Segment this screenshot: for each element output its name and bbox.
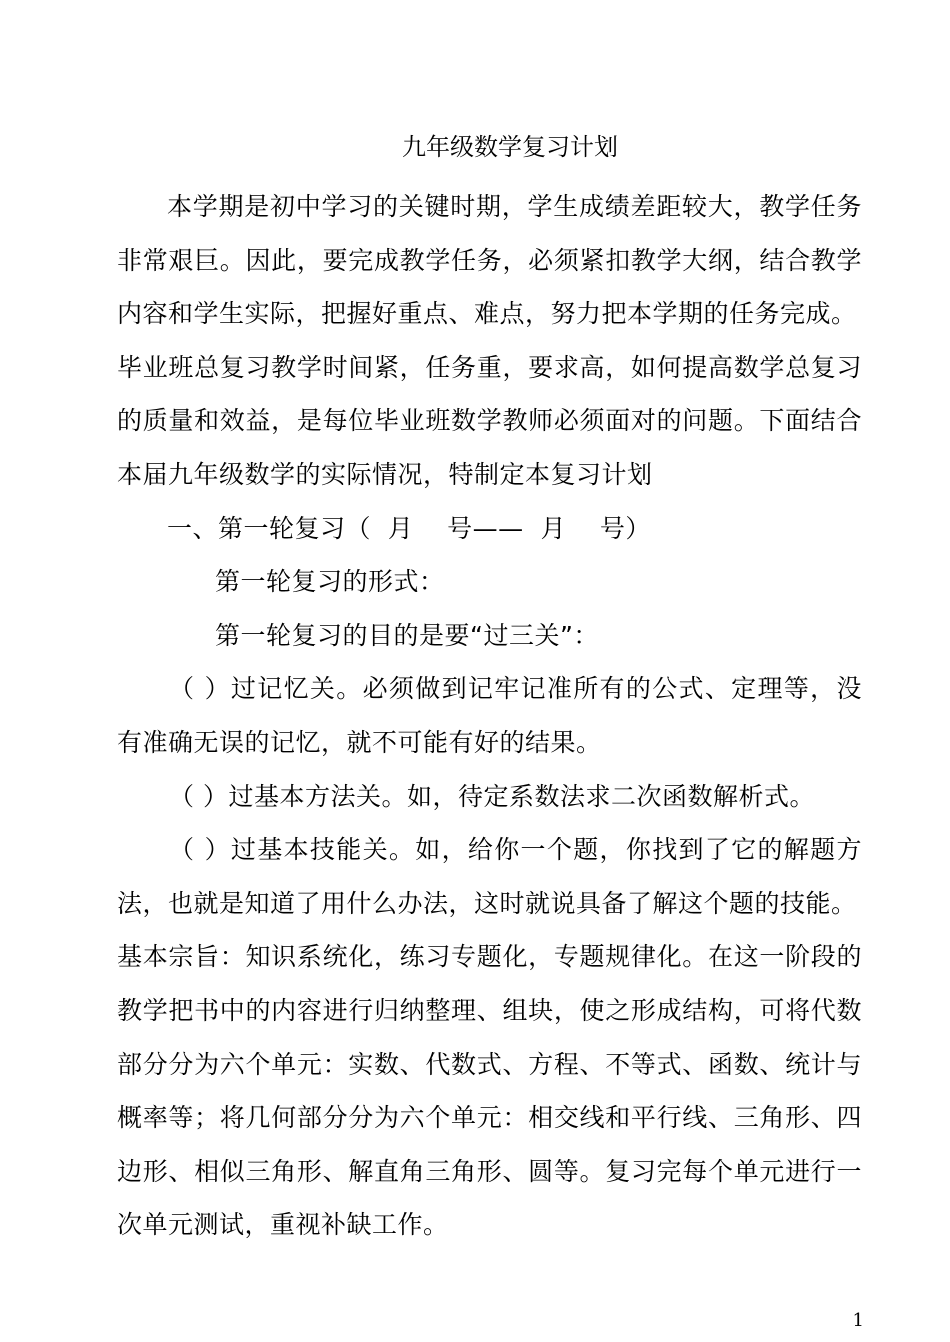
principle-paragraph: 基本宗旨：知识系统化，练习专题化，专题规律化。在这一阶段的教学把书中的内容进行归纳整理、组块，使之形成结构，可将代数部分分为六个单元：实数、代数式、方程、不等式、函数、统计与概率等；将几何部分分为六个单元：相交线和平行线、三角形、四边形、相似三角形、解直角三角形、圆等。复习完每个单元进行一次单元测试，重视补缺工作。 (117, 942, 862, 1240)
document-title: 九年级数学复习计划 (402, 133, 618, 161)
form-label: 第一轮复习的形式： (215, 567, 445, 597)
page-number: 1 (852, 1310, 864, 1331)
intro-paragraph-2: 毕业班总复习教学时间紧，任务重，要求高，如何提高数学总复习的质量和效益，是每位毕业班数学教师必须面对的问题。下面结合本届九年级数学的实际情况，特制定本复习计划 (117, 352, 862, 489)
intro-paragraph-1: 本学期是初中学习的关键时期，学生成绩差距较大，教学任务非常艰巨。因此，要完成教学任务，必须紧扣教学大纲，结合教学内容和学生实际，把握好重点、难点，努力把本学期的任务完成。 (117, 192, 862, 329)
goal-item-method: （ ）过基本方法关。如，待定系数法求二次函数解析式。 (169, 781, 815, 811)
goal-item-skill: （ ）过基本技能关。如，给你一个题，你找到了它的解题方法，也就是知道了用什么办法，这时就说具备了解这个题的技能。 (117, 835, 862, 918)
goal-item-memory: （ ）过记忆关。必须做到记牢记准所有的公式、定理等，没有准确无误的记忆，就不可能有好的结果。 (117, 674, 862, 757)
document-body (117, 180, 862, 1252)
goal-label: 第一轮复习的目的是要“过三关”： (215, 620, 599, 650)
section-heading-first-round: 一、第一轮复习（ 月 号—— 月 号） (167, 513, 651, 543)
